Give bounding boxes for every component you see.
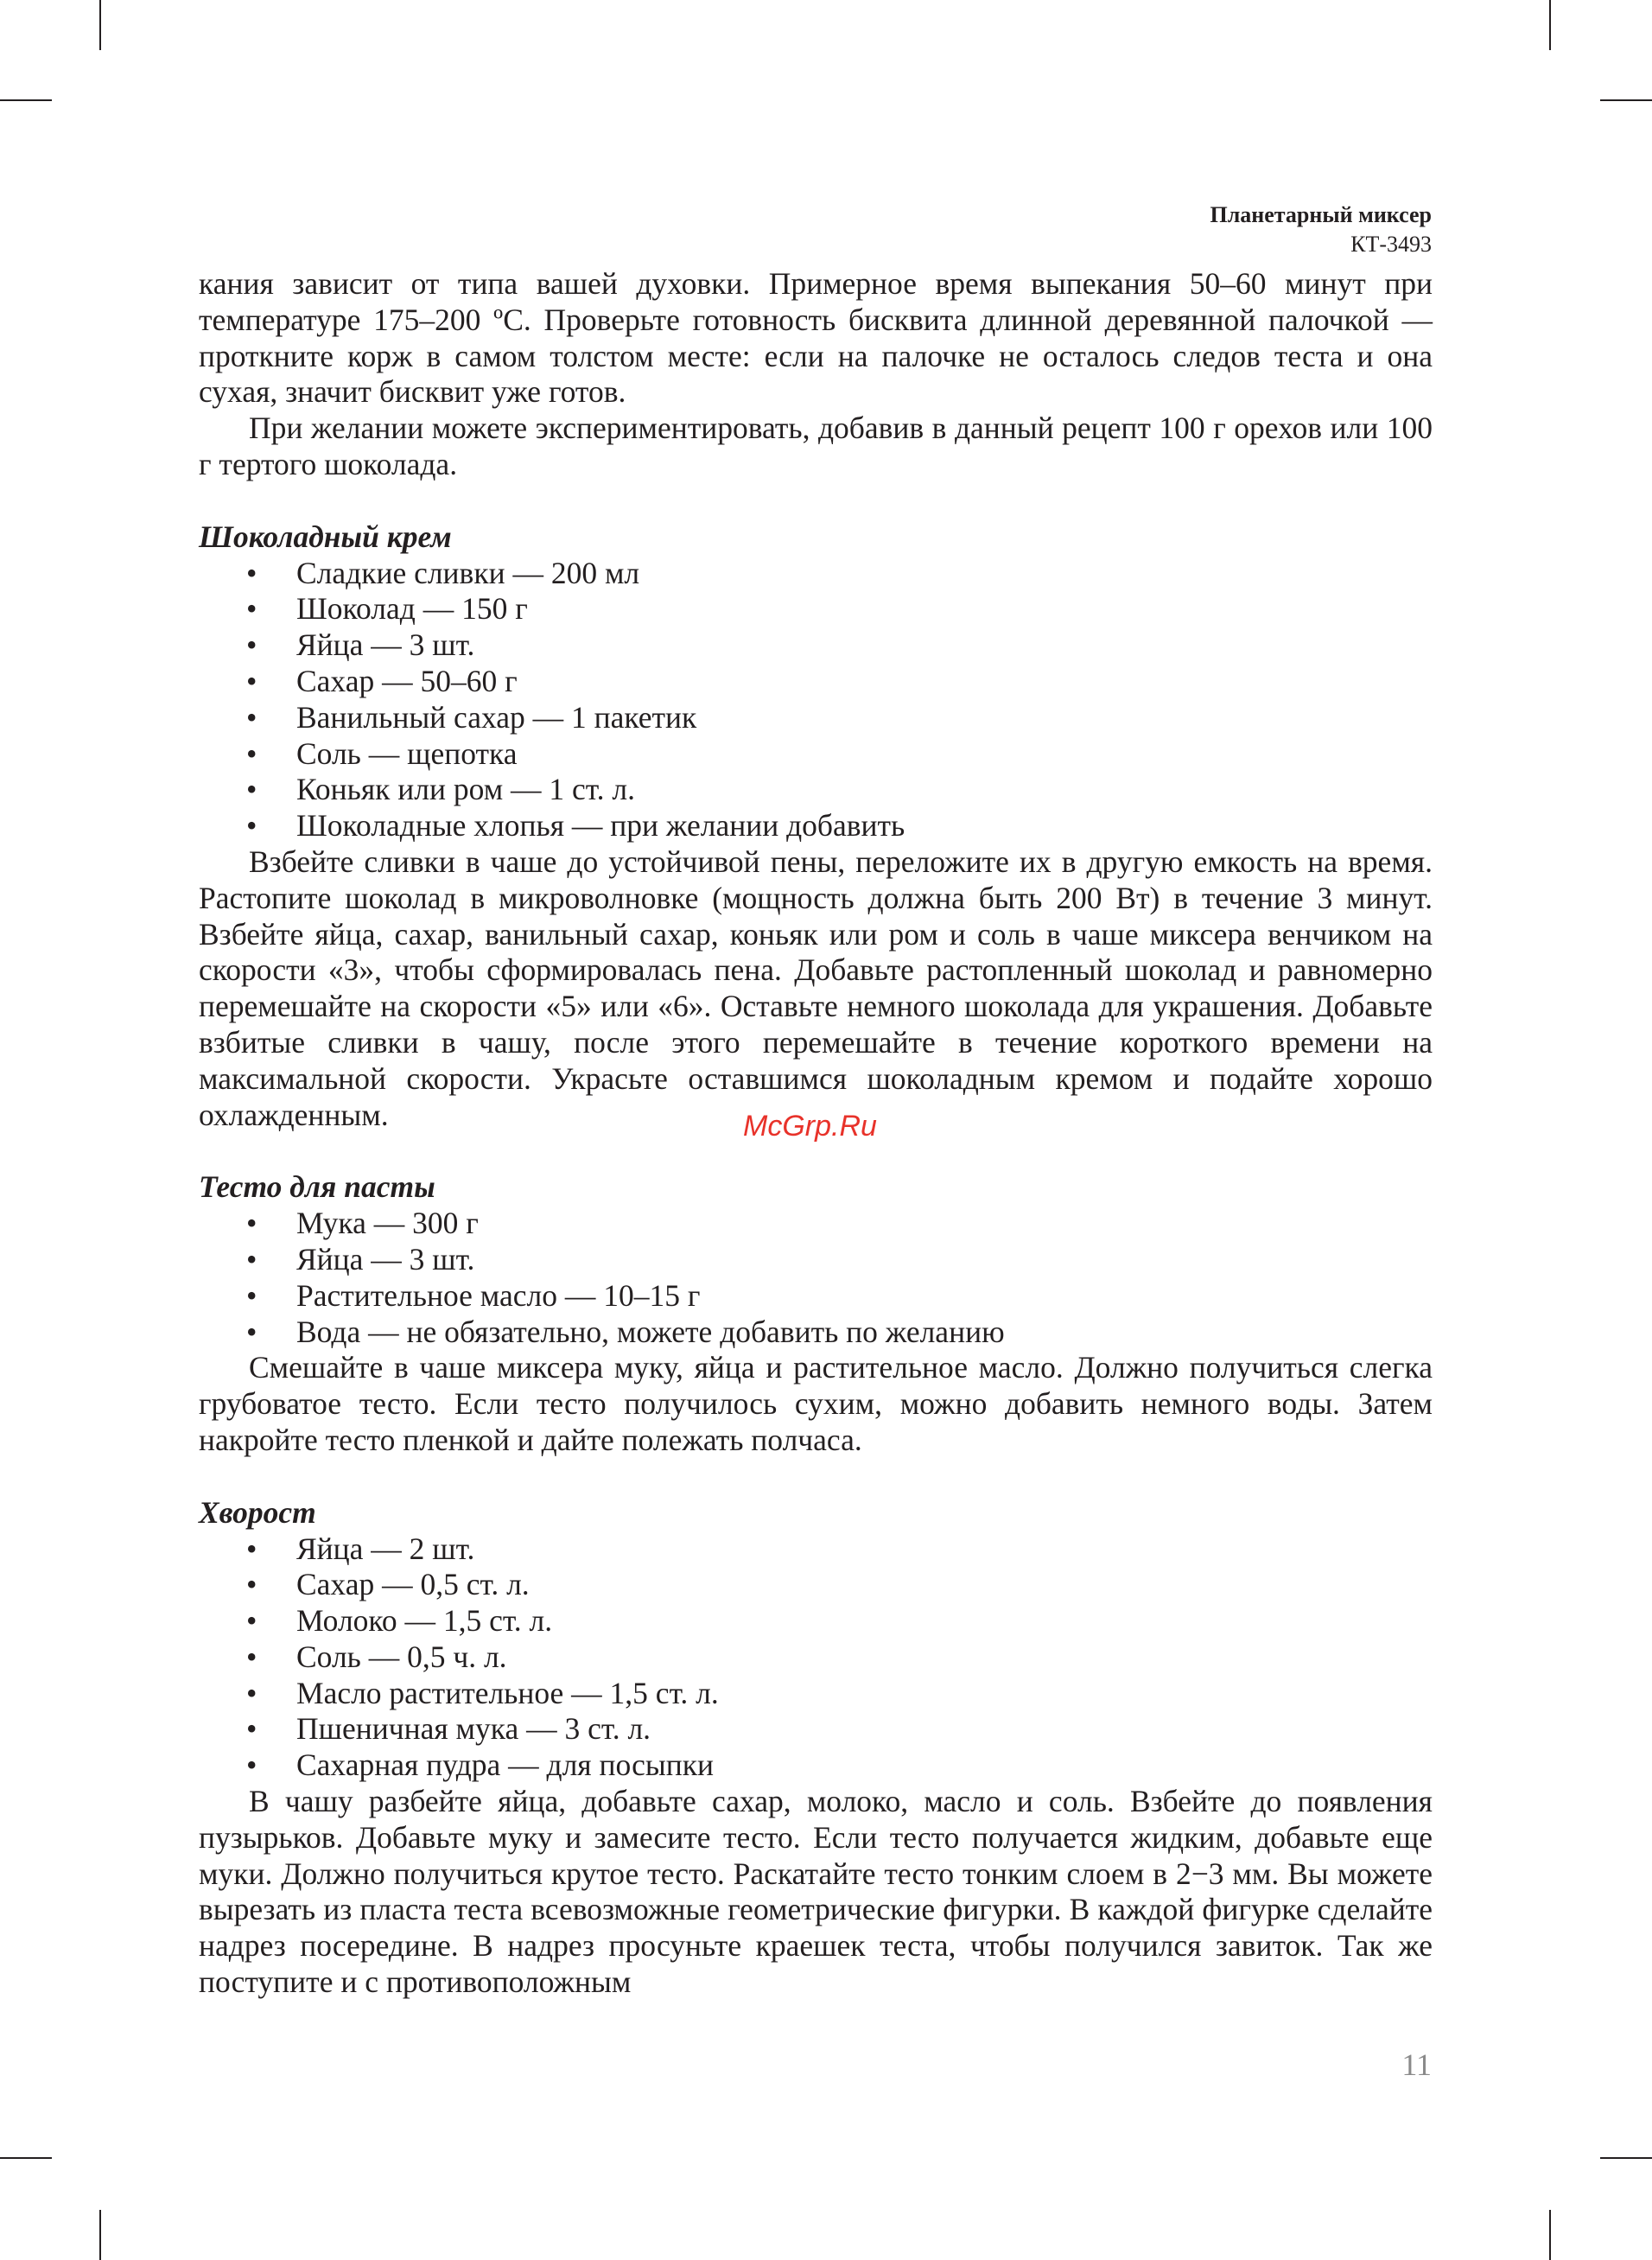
ingredient-item: • Сахар — 50–60 г xyxy=(199,664,1433,700)
ingredient-item: • Яйца — 2 шт. xyxy=(199,1531,1433,1568)
ingredient-item: • Масло растительное — 1,5 ст. л. xyxy=(199,1676,1433,1712)
crop-mark xyxy=(1549,0,1551,50)
recipe-khvorost xyxy=(199,1495,1433,2001)
ingredient-item: • Коньяк или ром — 1 ст. л. xyxy=(199,772,1433,808)
ingredient-item: • Молоко — 1,5 ст. л. xyxy=(199,1603,1433,1639)
ingredient-item: • Растительное масло — 10–15 г xyxy=(199,1278,1433,1315)
crop-mark xyxy=(99,2210,101,2260)
recipe-title: Тесто для пасты xyxy=(199,1169,435,1205)
recipe-title: Хворост xyxy=(199,1494,316,1530)
ingredient-item: • Яйца — 3 шт. xyxy=(199,1242,1433,1278)
crop-mark xyxy=(99,0,101,50)
recipe-title: Шоколадный крем xyxy=(199,519,452,554)
crop-mark xyxy=(0,99,52,101)
watermark: McGrp.Ru xyxy=(743,1110,877,1143)
ingredient-item: • Шоколадные хлопья — при желании добавить xyxy=(199,808,1433,844)
header-title: Планетарный миксер xyxy=(1210,202,1432,227)
ingredient-item: • Вода — не обязательно, можете добавить по желанию xyxy=(199,1315,1433,1351)
intro-paragraph: кания зависит от типа вашей духовки. Примерное время выпекания 50–60 минут при температуре 175–200 ºС. Проверьте готовность бисквита длинной деревянной палочкой — проткните корж в самом толстом месте: если на палочке не осталось следов теста и она сухая, значит бисквит уже готов. xyxy=(199,266,1433,410)
ingredient-item: • Соль — 0,5 ч. л. xyxy=(199,1639,1433,1676)
ingredient-list xyxy=(199,1531,1433,1785)
section-gap xyxy=(199,1459,1433,1495)
header-model: КТ-3493 xyxy=(1350,232,1432,257)
ingredient-item: • Яйца — 3 шт. xyxy=(199,627,1433,664)
recipe-instructions: Смешайте в чаше миксера муку, яйца и растительное масло. Должно получиться слегка грубоватое тесто. Если тесто получилось сухим, можно добавить немного воды. Затем накройте тесто пленкой и дайте полежать полчаса. xyxy=(199,1350,1433,1457)
crop-mark xyxy=(0,2157,52,2159)
ingredient-list xyxy=(199,1206,1433,1350)
recipe-pasta-dough xyxy=(199,1169,1433,1458)
ingredient-item: • Сладкие сливки — 200 мл xyxy=(199,556,1433,592)
ingredient-item: • Ванильный сахар — 1 пакетик xyxy=(199,700,1433,736)
crop-mark xyxy=(1600,99,1652,101)
ingredient-item: • Шоколад — 150 г xyxy=(199,591,1433,627)
ingredient-item: • Соль — щепотка xyxy=(199,736,1433,773)
page-number: 11 xyxy=(1401,2047,1432,2082)
crop-mark xyxy=(1549,2210,1551,2260)
crop-mark xyxy=(1600,2157,1652,2159)
ingredient-list xyxy=(199,556,1433,844)
recipe-chocolate-cream xyxy=(199,519,1433,1134)
recipe-instructions: В чашу разбейте яйца, добавьте сахар, молоко, масло и соль. Взбейте до появления пузырьков. Добавьте муку и замесите тесто. Если тесто получается жидким, добавьте еще муки. Должно получиться крутое тесто. Раскатайте тесто тонким слоем в 2−3 мм. Вы можете вырезать из пласта теста всевозможные геометрические фигурки. В каждой фигурке сделайте надрез посередине. В надрез просуньте краешек теста, чтобы получился завиток. Так же поступите и с противоположным xyxy=(199,1784,1433,2000)
running-header xyxy=(1210,201,1432,259)
section-gap xyxy=(199,483,1433,519)
ingredient-item: • Мука — 300 г xyxy=(199,1206,1433,1242)
ingredient-item: • Пшеничная мука — 3 ст. л. xyxy=(199,1711,1433,1748)
ingredient-item: • Сахар — 0,5 ст. л. xyxy=(199,1567,1433,1603)
ingredient-item: • Сахарная пудра — для посыпки xyxy=(199,1748,1433,1784)
intro-paragraph: При желании можете экспериментировать, добавив в данный рецепт 100 г орехов или 100 г тертого шоколада. xyxy=(199,411,1433,481)
recipe-instructions: Взбейте сливки в чаше до устойчивой пены, переложите их в другую емкость на время. Растопите шоколад в микроволновке (мощность должна быть 200 Вт) в течение 3 минут. Взбейте яйца, сахар, ванильный сахар, коньяк или ром и соль в чаше миксера венчиком на скорости «3», чтобы сформировалась пена. Добавьте растопленный шоколад и равномерно перемешайте на скорости «5» или «6». Оставьте немного шоколада для украшения. Добавьте взбитые сливки в чашу, после этого перемешайте в течение короткого времени на максимальной скорости. Украсьте оставшимся шоколадным кремом и подайте хорошо охлажденным. xyxy=(199,844,1433,1132)
